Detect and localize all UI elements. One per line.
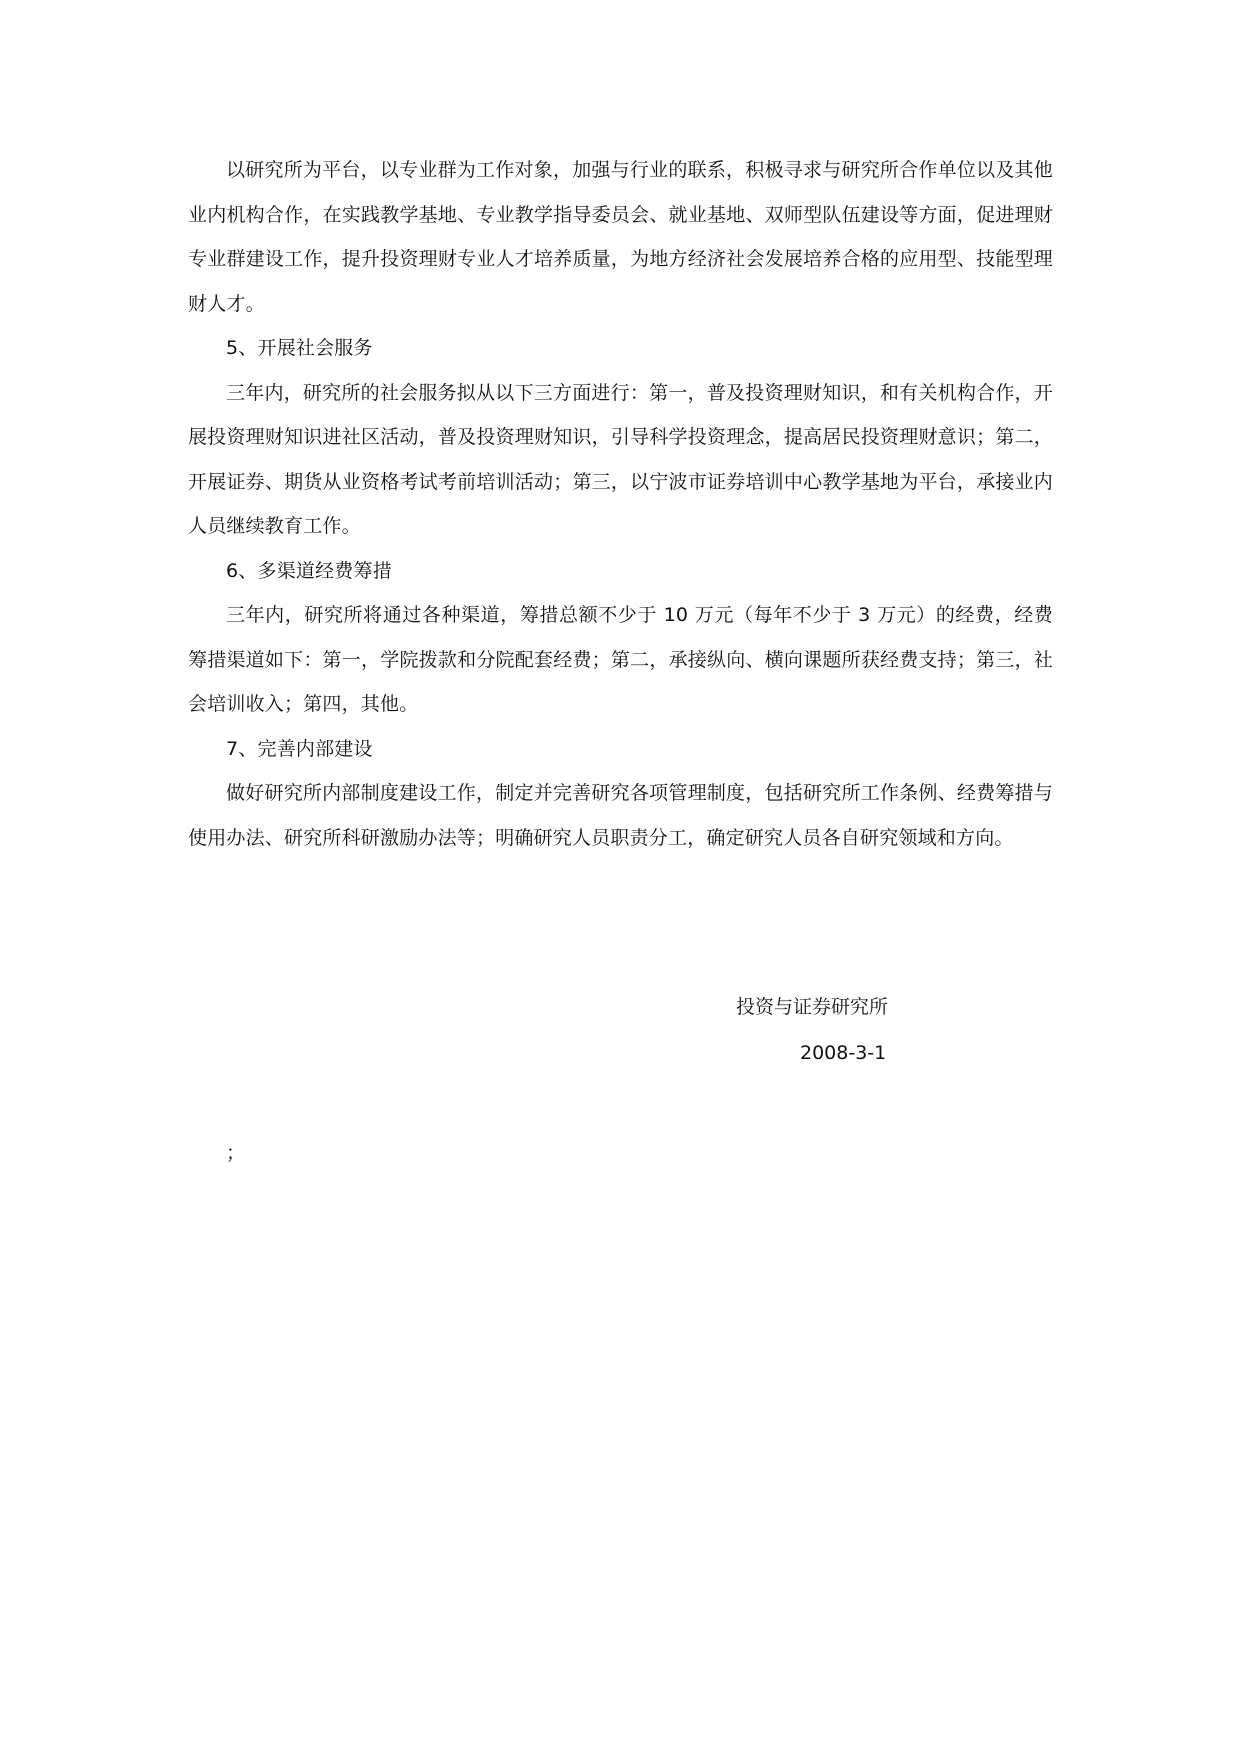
paragraph-internal-construction: 做好研究所内部制度建设工作，制定并完善研究各项管理制度，包括研究所工作条例、经费筹措与使用办法、研究所科研激励办法等；明确研究人员职责分工，确定研究人员各自研究领域和方向。: [188, 782, 1053, 849]
section-heading-funding: 6、多渠道经费筹措: [226, 559, 392, 582]
section-heading-internal-construction: 7、完善内部建设: [226, 737, 373, 760]
paragraph-social-service: 三年内，研究所的社会服务拟从以下三方面进行：第一，普及投资理财知识，和有关机构合作，开展投资理财知识进社区活动，普及投资理财知识，引导科学投资理念，提高居民投资理财意识；第二，开展证券、期货从业资格考试考前培训活动；第三，以宁波市证券培训中心教学基地为平台，承接业内人员继续教育工作。: [188, 381, 1053, 537]
paragraph-platform-cooperation: 以研究所为平台，以专业群为工作对象，加强与行业的联系，积极寻求与研究所合作单位以及其他业内机构合作，在实践教学基地、专业教学指导委员会、就业基地、双师型队伍建设等方面，促进理财专业群建设工作，提升投资理财专业人才培养质量，为地方经济社会发展培养合格的应用型、技能型理财人才。: [188, 159, 1053, 315]
signature-organization: 投资与证券研究所: [736, 996, 889, 1018]
signature-date: 2008-3-1: [800, 1042, 887, 1064]
section-heading-social-service: 5、开展社会服务: [226, 337, 373, 359]
document-body: [188, 148, 1053, 860]
stray-punctuation-mark: ；: [226, 1142, 246, 1164]
paragraph-funding: 三年内，研究所将通过各种渠道，筹措总额不少于 10 万元（每年不少于 3 万元）的经费，经费筹措渠道如下：第一，学院拨款和分院配套经费；第二，承接纵向、横向课题所获经费支持；第三，社会培训收入；第四，其他。: [188, 604, 1053, 715]
